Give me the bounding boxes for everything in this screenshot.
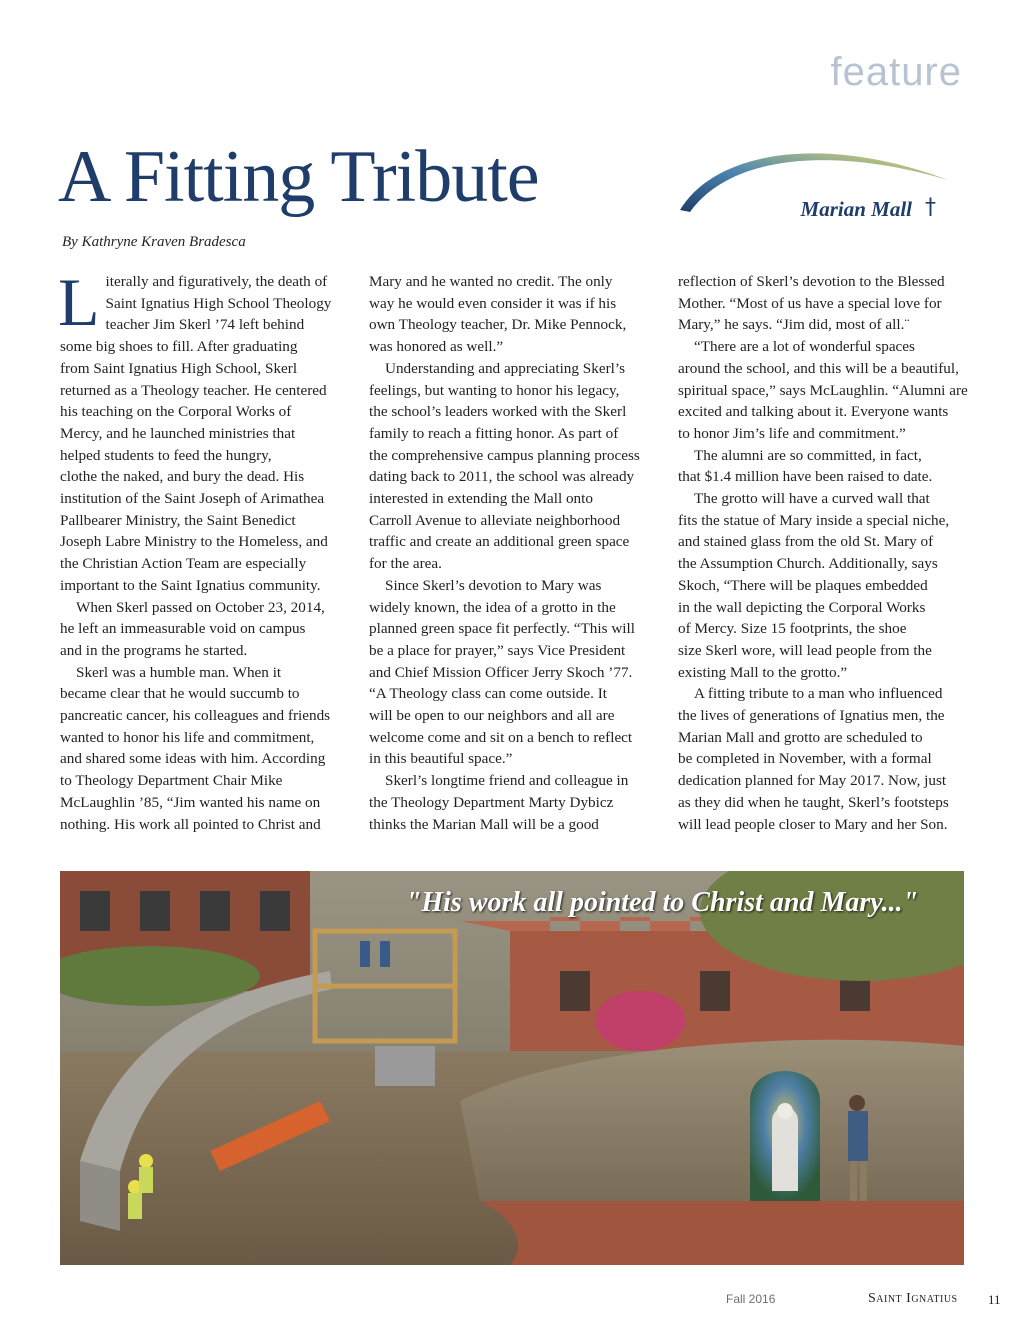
text-line: Understanding and appreciating Skerl’s bbox=[385, 359, 625, 377]
text-line: reflection of Skerl’s devotion to the Blessed bbox=[678, 273, 945, 290]
article-column-2 bbox=[369, 271, 659, 835]
text-line: size Skerl wore, will lead people from the bbox=[678, 641, 932, 659]
text-line: When Skerl passed on October 23, 2014, bbox=[76, 598, 325, 616]
text-line: will lead people closer to Mary and her Son. bbox=[678, 815, 948, 833]
text-line: dating back to 2011, the school was already bbox=[369, 468, 635, 486]
text-line: Pallbearer Ministry, the Saint Benedict bbox=[60, 511, 296, 529]
text-line: Joseph Labre Ministry to the Homeless, and bbox=[60, 533, 328, 551]
text-line: feelings, but wanting to honor his legacy, bbox=[369, 381, 620, 399]
byline: By Kathryne Kraven Bradesca bbox=[62, 234, 246, 250]
paragraph bbox=[58, 264, 350, 597]
text-line: “There are a lot of wonderful spaces bbox=[694, 338, 915, 356]
text-line: nothing. His work all pointed to Christ and bbox=[60, 815, 321, 833]
text-line: the comprehensive campus planning process bbox=[369, 446, 640, 464]
text-line: Marian Mall and grotto are scheduled to bbox=[678, 728, 923, 746]
text-line: Mary and he wanted no credit. The only bbox=[369, 273, 613, 290]
flowering-tree bbox=[595, 991, 685, 1051]
text-line: pancreatic cancer, his colleagues and friends bbox=[60, 707, 331, 725]
text-line: to Theology Department Chair Mike bbox=[60, 772, 283, 790]
text-line: Mercy, and he launched ministries that bbox=[60, 424, 296, 442]
paragraph bbox=[678, 488, 968, 683]
paragraph bbox=[678, 445, 968, 488]
text-line: existing Mall to the grotto.” bbox=[678, 663, 848, 681]
text-line: the Theology Department Marty Dybicz bbox=[369, 793, 614, 811]
text-line: own Theology teacher, Dr. Mike Pennock, bbox=[369, 316, 627, 334]
paragraph bbox=[369, 770, 659, 835]
text-line: wanted to honor his life and commitment, bbox=[60, 728, 315, 746]
text-line: for the area. bbox=[369, 555, 442, 573]
text-line: The grotto will have a curved wall that bbox=[694, 490, 930, 508]
text-line: be a place for prayer,” says Vice President bbox=[369, 641, 626, 659]
text-line: clothe the naked, and bury the dead. His bbox=[60, 468, 305, 486]
paragraph bbox=[369, 575, 659, 770]
paragraph bbox=[678, 683, 968, 835]
text-line: iterally and figuratively, the death of bbox=[105, 273, 328, 290]
text-line: interested in extending the Mall onto bbox=[369, 490, 593, 508]
marian-mall-badge bbox=[676, 140, 966, 230]
text-line: Saint Ignatius High School Theology bbox=[105, 294, 332, 312]
text-line: institution of the Saint Joseph of Arimathea bbox=[60, 490, 325, 508]
paragraph bbox=[678, 336, 968, 445]
text-line: from Saint Ignatius High School, Skerl bbox=[60, 359, 298, 377]
grotto-photo-composite bbox=[60, 871, 964, 1265]
text-line: way he would even consider it was if his bbox=[369, 294, 617, 312]
block-pallet bbox=[375, 1046, 435, 1086]
text-line: Skoch, “There will be plaques embedded bbox=[678, 576, 928, 594]
text-line: and in the programs he started. bbox=[60, 641, 248, 659]
text-line: A fitting tribute to a man who influenced bbox=[694, 685, 943, 703]
text-line: in the wall depicting the Corporal Works bbox=[678, 598, 926, 616]
text-line: important to the Saint Ignatius community. bbox=[60, 576, 321, 594]
text-line: Skerl’s longtime friend and colleague in bbox=[385, 772, 629, 790]
text-line: around the school, and this will be a beautiful, bbox=[678, 359, 959, 377]
text-line: fits the statue of Mary inside a special niche, bbox=[678, 511, 950, 529]
text-line: traffic and create an additional green space bbox=[369, 533, 630, 551]
text-line: family to reach a fitting honor. As part of bbox=[369, 424, 619, 442]
text-line: returned as a Theology teacher. He centered bbox=[60, 381, 327, 399]
text-line: welcome come and sit on a bench to reflect bbox=[369, 728, 633, 746]
photo-caption: "His work all pointed to Christ and Mary..." bbox=[405, 887, 919, 918]
text-line: the school’s leaders worked with the Skerl bbox=[369, 403, 627, 421]
text-line: planned green space fit perfectly. “This will bbox=[369, 620, 635, 638]
text-line: the Christian Action Team are especially bbox=[60, 555, 307, 573]
paragraph bbox=[369, 358, 659, 575]
brick-plaza bbox=[480, 1201, 964, 1265]
paragraph bbox=[678, 271, 968, 336]
drop-cap: L bbox=[58, 264, 100, 340]
text-line: and Chief Mission Officer Jerry Skoch ’77. bbox=[369, 663, 633, 681]
text-line: excited and talking about it. Everyone wants bbox=[678, 403, 949, 421]
text-line: Since Skerl’s devotion to Mary was bbox=[385, 576, 602, 594]
text-line: will be open to our neighbors and all are bbox=[369, 707, 615, 725]
text-line: The alumni are so committed, in fact, bbox=[694, 446, 922, 464]
text-line: of Mercy. Size 15 footprints, the shoe bbox=[678, 620, 907, 638]
footer-issue: Fall 2016 bbox=[726, 1292, 776, 1306]
text-line: that $1.4 million have been raised to date. bbox=[678, 468, 933, 486]
text-line: be completed in November, with a formal bbox=[678, 750, 932, 768]
page-number: 11 bbox=[988, 1292, 1001, 1307]
text-line: his teaching on the Corporal Works of bbox=[60, 403, 292, 421]
text-line: he left an immeasurable void on campus bbox=[60, 620, 306, 638]
badge-label: Marian Mall bbox=[800, 197, 912, 221]
text-line: the Assumption Church. Additionally, says bbox=[678, 555, 938, 573]
text-line: spiritual space,” says McLaughlin. “Alumni are bbox=[678, 381, 968, 399]
text-line: some big shoes to fill. After graduating bbox=[60, 338, 298, 356]
article-column-1 bbox=[58, 264, 350, 835]
text-line: helped students to feed the hungry, bbox=[60, 446, 272, 464]
text-line: widely known, the idea of a grotto in the bbox=[369, 598, 616, 616]
text-line: was honored as well.” bbox=[369, 338, 504, 356]
grotto-illustration bbox=[60, 871, 964, 1265]
text-line: Carroll Avenue to alleviate neighborhood bbox=[369, 511, 621, 529]
footer-magazine: Saint Ignatius bbox=[868, 1291, 958, 1306]
text-line: to honor Jim’s life and commitment.” bbox=[678, 424, 906, 442]
man-figure bbox=[849, 1095, 865, 1111]
text-line: teacher Jim Skerl ’74 left behind bbox=[105, 316, 305, 334]
paragraph bbox=[60, 597, 350, 662]
cross-icon: † bbox=[925, 195, 936, 220]
text-line: the lives of generations of Ignatius men, the bbox=[678, 707, 945, 725]
text-line: “A Theology class can come outside. It bbox=[369, 685, 608, 703]
text-line: became clear that he would succumb to bbox=[60, 685, 300, 703]
text-line: Mary,” he says. “Jim did, most of all.¨ bbox=[678, 316, 910, 334]
text-line: Skerl was a humble man. When it bbox=[76, 663, 282, 681]
text-line: thinks the Marian Mall will be a good bbox=[369, 815, 599, 833]
text-line: Mother. “Most of us have a special love for bbox=[678, 294, 942, 312]
text-line: McLaughlin ’85, “Jim wanted his name on bbox=[60, 793, 321, 811]
text-line: dedication planned for May 2017. Now, just bbox=[678, 772, 947, 790]
article-column-3 bbox=[678, 271, 968, 835]
text-line: as they did when he taught, Skerl’s footsteps bbox=[678, 793, 949, 811]
paragraph bbox=[60, 662, 350, 836]
paragraph bbox=[369, 271, 659, 358]
section-label: feature bbox=[830, 50, 962, 94]
mary-statue bbox=[772, 1108, 798, 1192]
text-line: and shared some ideas with him. According bbox=[60, 750, 326, 768]
text-line: and stained glass from the old St. Mary of bbox=[678, 533, 934, 551]
text-line: in this beautiful space.” bbox=[369, 750, 513, 768]
article-title: A Fitting Tribute bbox=[58, 136, 539, 218]
